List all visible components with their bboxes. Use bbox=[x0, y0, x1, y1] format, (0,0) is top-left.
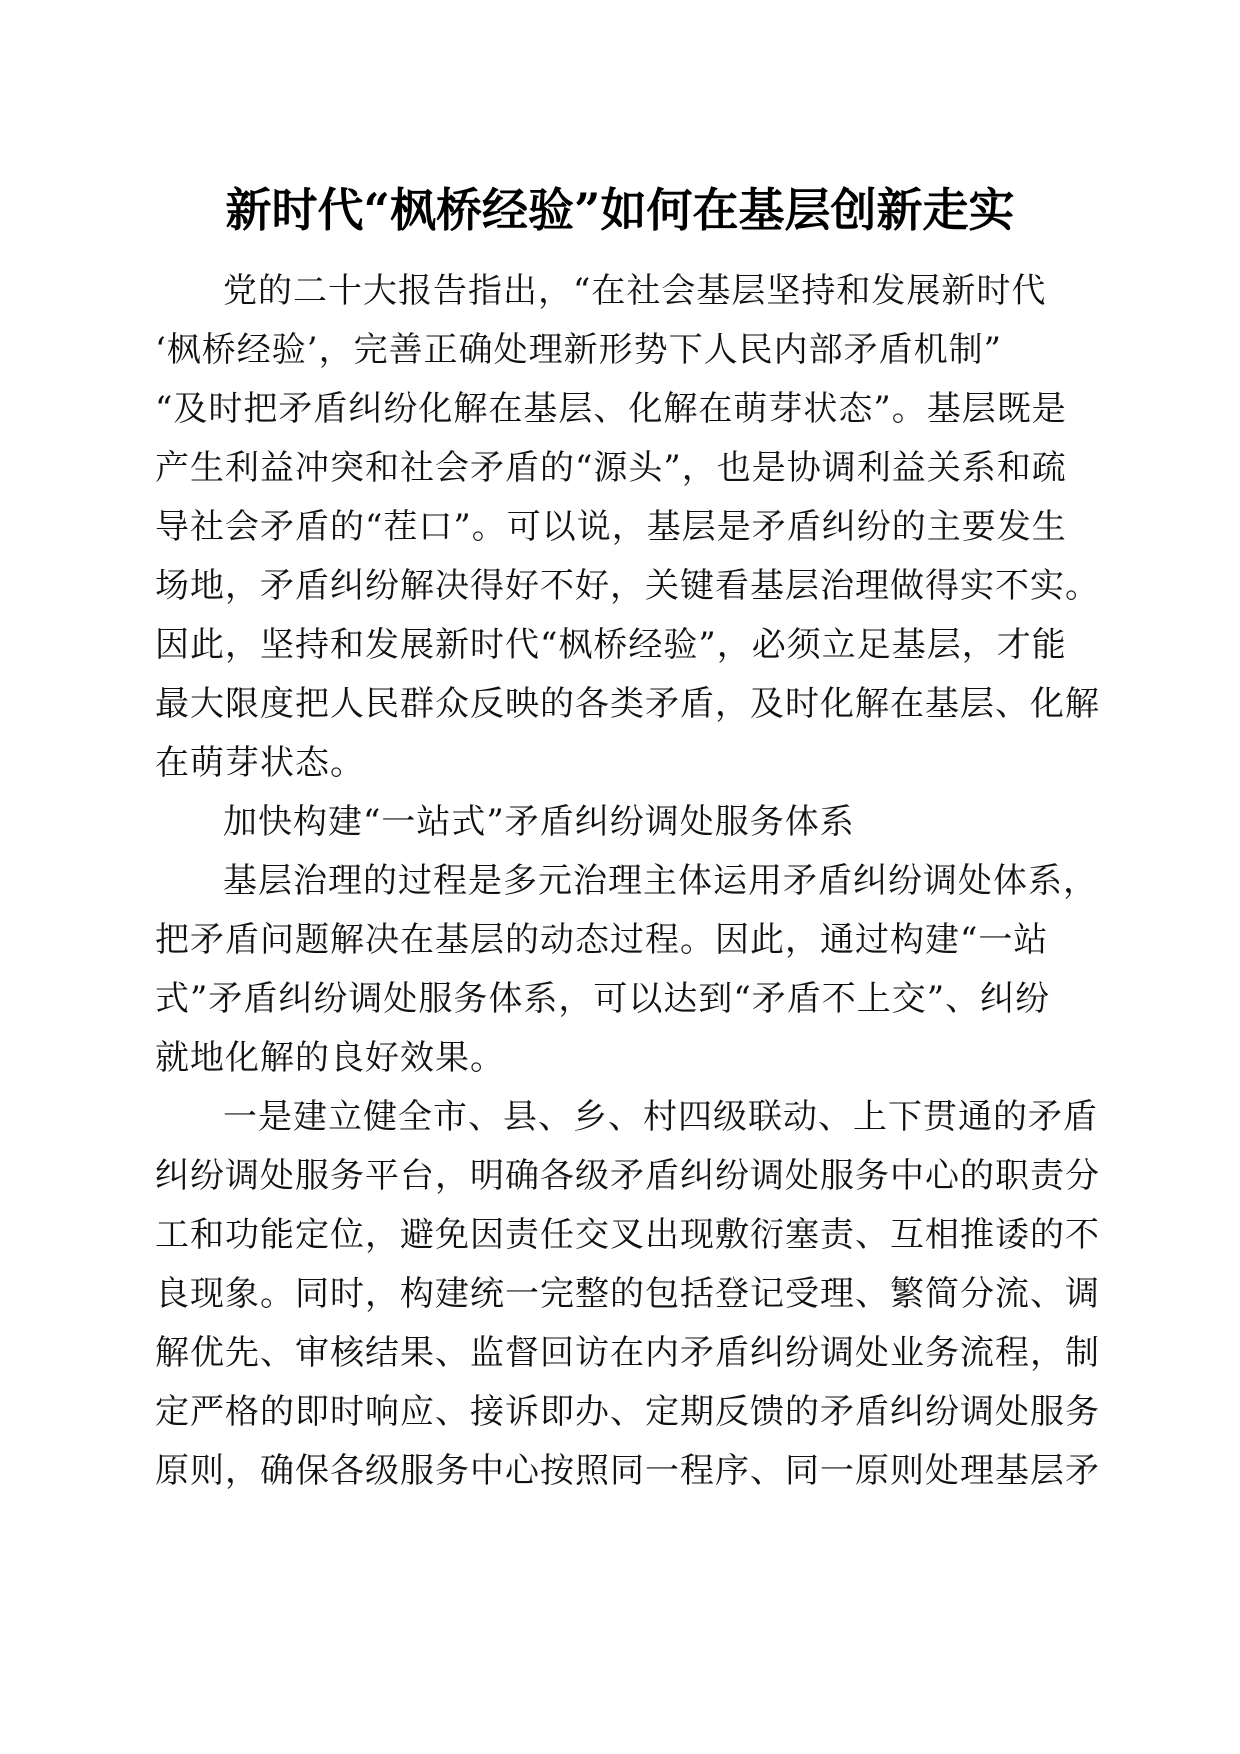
text-line: 良现象。同时，构建统一完整的包括登记受理、繁简分流、调 bbox=[155, 1274, 1100, 1314]
paragraph-section-intro bbox=[155, 852, 1098, 1088]
text-line: 导社会矛盾的“茬口”。可以说，基层是矛盾纠纷的主要发生 bbox=[155, 507, 1067, 547]
text-line: 纠纷调处服务平台，明确各级矛盾纠纷调处服务中心的职责分 bbox=[155, 1156, 1100, 1196]
section-heading bbox=[155, 793, 1055, 852]
text-line: 把矛盾问题解决在基层的动态过程。因此，通过构建“一站 bbox=[155, 920, 1049, 960]
paragraph-point-one bbox=[155, 1088, 1100, 1501]
text-line: 场地，矛盾纠纷解决得好不好，关键看基层治理做得实不实。 bbox=[155, 566, 1100, 606]
text-line: “及时把矛盾纠纷化解在基层、化解在萌芽状态”。基层既是 bbox=[155, 389, 1067, 429]
text-line: 因此，坚持和发展新时代“枫桥经验”，必须立足基层，才能 bbox=[155, 625, 1067, 665]
document-title: 新时代“枫桥经验”如何在基层创新走实 bbox=[225, 183, 1015, 237]
text-line: 加快构建“一站式”矛盾纠纷调处服务体系 bbox=[223, 802, 855, 842]
text-line: 产生利益冲突和社会矛盾的“源头”，也是协调利益关系和疏 bbox=[155, 448, 1067, 488]
text-line: ‘枫桥经验’，完善正确处理新形势下人民内部矛盾机制” bbox=[155, 330, 1002, 370]
text-line: 式”矛盾纠纷调处服务体系，可以达到“矛盾不上交”、纠纷 bbox=[155, 979, 1051, 1019]
text-line: 党的二十大报告指出，“在社会基层坚持和发展新时代 bbox=[223, 271, 1047, 311]
text-line: 定严格的即时响应、接诉即办、定期反馈的矛盾纠纷调处服务 bbox=[155, 1392, 1100, 1432]
document-body bbox=[155, 262, 1100, 1501]
text-line: 最大限度把人民群众反映的各类矛盾，及时化解在基层、化解 bbox=[155, 684, 1100, 724]
text-line: 解优先、审核结果、监督回访在内矛盾纠纷调处业务流程，制 bbox=[155, 1333, 1100, 1373]
text-line: 基层治理的过程是多元治理主体运用矛盾纠纷调处体系， bbox=[223, 861, 1098, 901]
paragraph-intro bbox=[155, 262, 1100, 793]
text-line: 一是建立健全市、县、乡、村四级联动、上下贯通的矛盾 bbox=[223, 1097, 1098, 1137]
text-line: 就地化解的良好效果。 bbox=[155, 1038, 505, 1078]
text-line: 在萌芽状态。 bbox=[155, 743, 365, 783]
text-line: 工和功能定位，避免因责任交叉出现敷衍塞责、互相推诿的不 bbox=[155, 1215, 1100, 1255]
text-line: 原则，确保各级服务中心按照同一程序、同一原则处理基层矛 bbox=[155, 1451, 1100, 1491]
